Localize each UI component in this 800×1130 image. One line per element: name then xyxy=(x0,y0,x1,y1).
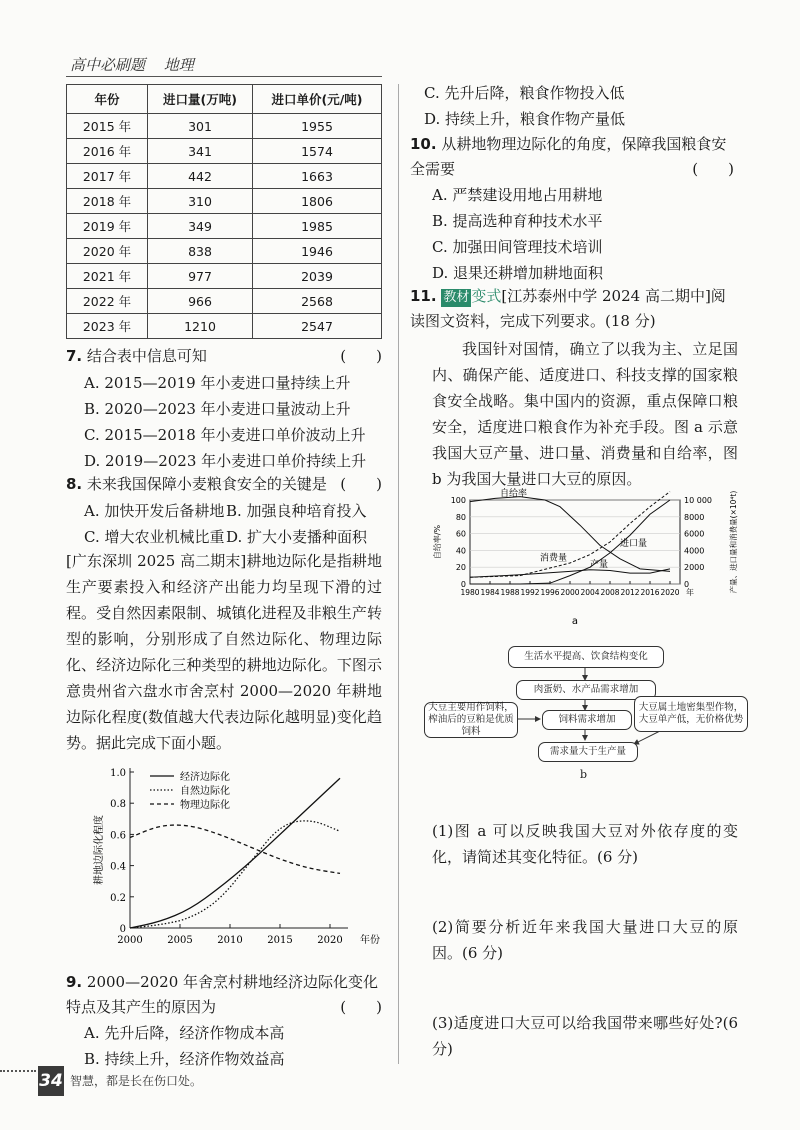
col-volume: 进口量(万吨) xyxy=(148,85,253,114)
column-divider xyxy=(398,84,399,1064)
cell-volume: 977 xyxy=(148,264,253,289)
x-axis-label: 年 xyxy=(686,588,694,597)
wheat-import-table xyxy=(66,84,382,339)
x-tick-label: 2004 xyxy=(580,588,600,597)
cell-year: 2021 年 xyxy=(67,264,148,289)
cell-year: 2018 年 xyxy=(67,189,148,214)
x-tick-label: 1984 xyxy=(480,588,500,597)
cell-price: 1985 xyxy=(253,214,382,239)
series-line-0 xyxy=(470,497,670,572)
cell-price: 1574 xyxy=(253,139,382,164)
cell-volume: 966 xyxy=(148,289,253,314)
label-imports: 进口量 xyxy=(620,539,648,550)
question-stem: 从耕地物理边际化的角度，保障我国粮食安全需要 xyxy=(410,135,727,178)
option-b[interactable]: B. 持续上升，经济作物效益高 xyxy=(84,1050,285,1068)
flow-box-meat-demand: 肉蛋奶、水产品需求增加 xyxy=(516,680,656,700)
question-11 xyxy=(410,284,736,334)
passage-soybean: 我国针对国情，确立了以我为主、立足国内、确保产能、适度进口、科技支撑的国家粮食安全战略。集中国内的资源，重点保障口粮安全，适度进口粮食作为补充手段。图 a 示意我国大豆产量、进口量、消费量和自给率，图 b 为我国大量进口大豆的原因。 xyxy=(432,340,738,488)
x-tick-label: 2015 xyxy=(267,935,293,946)
y-tick-label: 0.6 xyxy=(110,830,126,842)
col-price: 进口单价(元/吨) xyxy=(253,85,382,114)
option-b[interactable]: B. 提高选种育种技术水平 xyxy=(432,212,603,230)
y-right-tick-label: 10 000 xyxy=(684,496,712,505)
option-a[interactable]: A. 2015—2019 年小麦进口量持续上升 xyxy=(84,374,351,392)
table-row xyxy=(67,314,382,339)
cell-price: 1946 xyxy=(253,239,382,264)
q9-options-right xyxy=(424,80,744,132)
q7-options xyxy=(84,370,384,474)
sub-question-2: (2)简要分析近年来我国大量进口大豆的原因。(6 分) xyxy=(432,918,738,962)
cell-year: 2020 年 xyxy=(67,239,148,264)
question-9 xyxy=(66,970,382,1020)
series-line-0 xyxy=(130,778,340,928)
x-tick-label: 2016 xyxy=(640,588,660,597)
question-stem: 结合表中信息可知 xyxy=(86,347,207,365)
flow-box-land-intensive: 大豆属土地密集型作物，大豆单产低，无价格优势 xyxy=(634,696,748,732)
legend-label-1: 自然边际化 xyxy=(180,786,230,797)
cell-year: 2017 年 xyxy=(67,164,148,189)
y-left-tick-label: 100 xyxy=(450,496,466,505)
table-row xyxy=(67,189,382,214)
table-row xyxy=(67,239,382,264)
q10-options xyxy=(432,182,732,286)
soybean-chart xyxy=(430,480,750,640)
option-a[interactable]: A. 先升后降，经济作物成本高 xyxy=(84,1024,285,1042)
question-number: 9. xyxy=(66,973,83,991)
series-line-1 xyxy=(470,492,670,578)
table-header-row xyxy=(67,85,382,114)
y-right-tick-label: 2000 xyxy=(684,563,705,573)
header-rule xyxy=(66,76,382,77)
x-tick-label: 1992 xyxy=(520,588,540,597)
y-tick-label: 0.4 xyxy=(110,861,126,873)
y-left-tick-label: 20 xyxy=(455,563,466,573)
option-b[interactable]: B. 2020—2023 年小麦进口量波动上升 xyxy=(84,400,351,418)
x-tick-label: 1996 xyxy=(540,588,560,597)
question-stem: 未来我国保障小麦粮食安全的关键是 xyxy=(86,475,327,493)
answer-paren: ( ) xyxy=(692,160,734,178)
subject-title: 地理 xyxy=(163,56,194,74)
answer-paren: ( ) xyxy=(340,475,382,493)
question-number: 11. xyxy=(410,287,437,305)
table-row xyxy=(67,114,382,139)
flow-box-living-standard: 生活水平提高、饮食结构变化 xyxy=(508,646,664,668)
col-year: 年份 xyxy=(67,85,148,114)
question-7 xyxy=(66,344,382,369)
figure-caption-a: a xyxy=(571,616,579,627)
option-c[interactable]: C. 加强田间管理技术培训 xyxy=(432,238,603,256)
figure-caption-b: b xyxy=(580,768,588,781)
table-row xyxy=(67,289,382,314)
passage-marginalization: [广东深圳 2025 高二期末]耕地边际化是指耕地生产要素投入和经济产出能力均呈现下滑的过程。受自然因素限制、城镇化进程及非粮生产转型的影响，分别形成了自然边际化、物理边际化、经济边际化三种类型的耕地边际化。下图示意贵州省六盘水市舍烹村 2000—2020 年耕地边际化程度(数值越大代表边际化越明显)变化趋势。据此完成下面小题。 xyxy=(66,552,382,752)
y-right-tick-label: 6000 xyxy=(684,529,705,539)
cell-volume: 838 xyxy=(148,239,253,264)
cell-volume: 310 xyxy=(148,189,253,214)
book-title: 高中必刷题 xyxy=(70,56,146,74)
y-right-tick-label: 8000 xyxy=(684,512,705,522)
variant-tag: 变式 xyxy=(471,287,502,305)
x-tick-label: 2020 xyxy=(660,588,680,597)
x-tick-label: 2010 xyxy=(217,935,243,946)
cell-volume: 349 xyxy=(148,214,253,239)
question-number: 7. xyxy=(66,347,83,365)
option-a[interactable]: A. 加快开发后备耕地 xyxy=(84,502,225,520)
textbook-tag: 教材 xyxy=(443,290,470,305)
footer-dots xyxy=(0,1070,36,1072)
question-number: 8. xyxy=(66,475,83,493)
answer-paren: ( ) xyxy=(340,998,382,1016)
y-right-tick-label: 0 xyxy=(684,580,690,589)
flow-box-feed-demand: 饲料需求增加 xyxy=(542,710,632,730)
question-number: 10. xyxy=(410,135,437,153)
x-tick-label: 2000 xyxy=(560,588,580,597)
table-row xyxy=(67,164,382,189)
y-left-tick-label: 0 xyxy=(460,580,466,589)
legend-label-2: 物理边际化 xyxy=(180,800,230,811)
cell-year: 2016 年 xyxy=(67,139,148,164)
option-d[interactable]: D. 2019—2023 年小麦进口单价持续上升 xyxy=(84,452,367,470)
x-tick-label: 1988 xyxy=(500,588,520,597)
running-header xyxy=(70,54,208,75)
option-d[interactable]: D. 持续上升，粮食作物产量低 xyxy=(424,110,626,128)
cell-price: 1806 xyxy=(253,189,382,214)
y-right-label: 产量、进口量和消费量(×10⁴t) xyxy=(729,490,738,594)
y-tick-label: 0.2 xyxy=(110,892,126,904)
table-row xyxy=(67,139,382,164)
cell-price: 1663 xyxy=(253,164,382,189)
question-stem: 2000—2020 年舍烹村耕地经济边际化变化特点及其产生的原因为 xyxy=(66,973,379,1016)
option-a[interactable]: A. 严禁建设用地占用耕地 xyxy=(432,186,603,204)
soybean-flow-diagram xyxy=(420,640,750,790)
cell-price: 2547 xyxy=(253,314,382,339)
table-row xyxy=(67,214,382,239)
page-number: 34 xyxy=(38,1066,64,1096)
cell-volume: 301 xyxy=(148,114,253,139)
flow-box-demand-exceeds: 需求量大于生产量 xyxy=(538,742,638,762)
q9-options-left xyxy=(84,1020,384,1072)
y-left-tick-label: 80 xyxy=(455,512,466,522)
table-row xyxy=(67,264,382,289)
footer-motto: 智慧，都是长在伤口处。 xyxy=(70,1074,203,1088)
sub-question-3: (3)适度进口大豆可以给我国带来哪些好处?(6 分) xyxy=(432,1014,738,1058)
label-production: 产量 xyxy=(590,560,609,571)
x-tick-label: 2020 xyxy=(317,935,343,946)
y-tick-label: 1.0 xyxy=(110,768,126,779)
flow-box-feed-use: 大豆主要用作饲料，榨油后的豆粕是优质饲料 xyxy=(424,702,518,738)
cell-price: 1955 xyxy=(253,114,382,139)
x-tick-label: 2008 xyxy=(600,588,620,597)
q8-options xyxy=(84,498,384,550)
cell-price: 2039 xyxy=(253,264,382,289)
option-b[interactable]: B. 加强良种培育投入 xyxy=(226,502,367,520)
label-self-sufficiency: 自给率 xyxy=(500,489,528,499)
y-tick-label: 0 xyxy=(119,924,126,935)
y-left-label: 自给率/% xyxy=(433,524,442,560)
option-d[interactable]: D. 扩大小麦播种面积 xyxy=(226,528,368,546)
y-left-tick-label: 40 xyxy=(455,546,466,556)
y-axis-label: 耕地边际化程度 xyxy=(94,815,105,885)
cell-year: 2022 年 xyxy=(67,289,148,314)
cell-volume: 1210 xyxy=(148,314,253,339)
sub-question-1: (1)图 a 可以反映我国大豆对外依存度的变化，请简述其变化特征。(6 分) xyxy=(432,822,738,866)
x-tick-label: 2005 xyxy=(167,935,193,946)
x-tick-label: 1980 xyxy=(460,588,480,597)
label-consumption: 消费量 xyxy=(540,553,568,564)
question-source: [江苏泰州中学 2024 高二期中]阅读图文资料，完成下列要求。(18 分) xyxy=(410,287,726,330)
series-line-2 xyxy=(130,825,340,873)
answer-paren: ( ) xyxy=(340,347,382,365)
y-left-tick-label: 60 xyxy=(455,529,466,539)
x-tick-label: 2000 xyxy=(117,935,143,946)
option-c[interactable]: C. 2015—2018 年小麦进口单价波动上升 xyxy=(84,426,366,444)
option-c[interactable]: C. 增大农业机械比重 xyxy=(84,528,225,546)
x-tick-label: 2012 xyxy=(620,588,640,597)
cell-year: 2015 年 xyxy=(67,114,148,139)
cell-price: 2568 xyxy=(253,289,382,314)
option-d[interactable]: D. 退果还耕增加耕地面积 xyxy=(432,264,604,282)
option-c[interactable]: C. 先升后降，粮食作物投入低 xyxy=(424,84,625,102)
question-10 xyxy=(410,132,734,182)
cell-year: 2019 年 xyxy=(67,214,148,239)
cell-volume: 341 xyxy=(148,139,253,164)
marginalization-chart xyxy=(90,760,390,970)
legend-label-0: 经济边际化 xyxy=(180,772,230,783)
cell-year: 2023 年 xyxy=(67,314,148,339)
y-right-tick-label: 4000 xyxy=(684,546,705,556)
y-tick-label: 0.8 xyxy=(110,799,126,811)
cell-volume: 442 xyxy=(148,164,253,189)
x-axis-label: 年份 xyxy=(360,935,380,946)
question-8 xyxy=(66,472,382,497)
